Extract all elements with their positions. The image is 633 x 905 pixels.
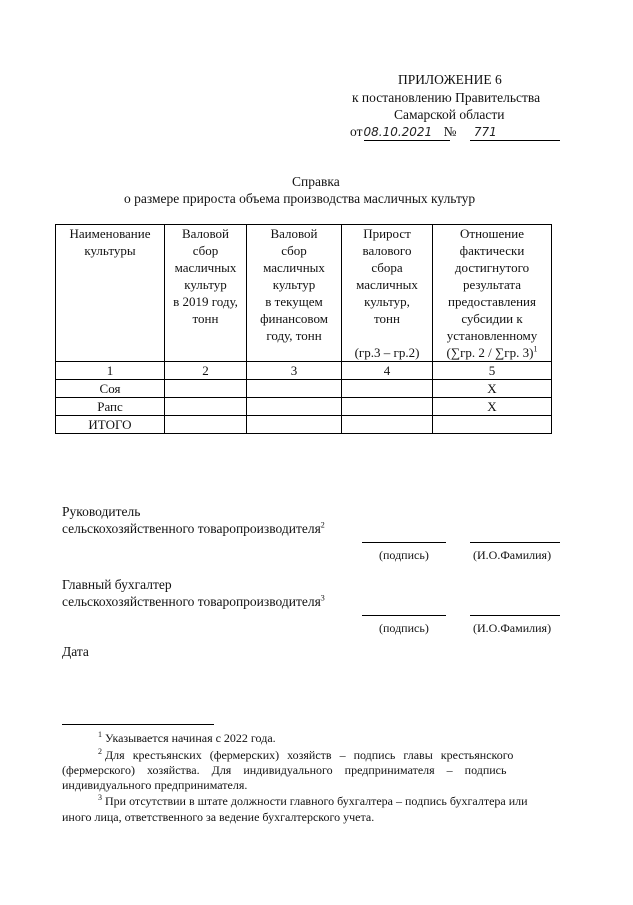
- column-number: 1: [56, 362, 165, 380]
- appendix-date-line: [350, 123, 497, 141]
- header-yield-current: Валовой сбор масличных культур в текущем финансовом году, тонн: [247, 225, 342, 362]
- table-header-row: [56, 225, 552, 362]
- number-underline: [470, 140, 560, 141]
- cell: [342, 380, 433, 398]
- footnote-2-line-1: $^2$ Для крестьянских (фермерских) хозяйств – подпись главы крестьянского: [98, 747, 514, 762]
- accountant-signature-hint: (подпись): [379, 621, 429, 635]
- footnote-3-line-1: $^3$ При отсутствии в штате должности главного бухгалтера – подпись бухгалтера или: [98, 793, 528, 808]
- date-prefix: от: [350, 124, 363, 139]
- column-number-row: [56, 362, 552, 380]
- head-signature-hint: (подпись): [379, 548, 429, 562]
- ratio-formula: (∑гр. 2 / ∑гр. 3)$^1$: [446, 344, 538, 360]
- column-number: 4: [342, 362, 433, 380]
- table-row: [56, 380, 552, 398]
- header-yield-2019: Валовой сбор масличных культур в 2019 году, тонн: [165, 225, 247, 362]
- head-name-hint: (И.О.Фамилия): [473, 548, 552, 562]
- accountant-org-label: сельскохозяйственного товаропроизводителя$^3$: [62, 593, 325, 609]
- header-crop-name: Наименование культуры: [56, 225, 165, 362]
- cell: [165, 380, 247, 398]
- accountant-signature-line: [362, 615, 446, 616]
- accountant-name-hint: (И.О.Фамилия): [473, 621, 552, 635]
- footnote-ref: 2: [320, 520, 325, 530]
- accountant-label: Главный бухгалтер: [62, 577, 172, 592]
- date-label: Дата: [62, 644, 89, 659]
- head-org-label: сельскохозяйственного товаропроизводителя$^2$: [62, 520, 325, 536]
- table-row: [56, 416, 552, 434]
- cell: [433, 416, 552, 434]
- handwritten-date: 08.10.2021: [363, 125, 433, 139]
- cell: [247, 398, 342, 416]
- header-ratio: Отношение фактически достигнутого результата предоставления субсидии к установленному (∑гр. 2 / ∑гр. 3)$^1$: [433, 225, 552, 362]
- cell: [247, 416, 342, 434]
- head-label: Руководитель: [62, 504, 141, 519]
- header-growth: Прирост валового сбора масличных культур, тонн (гр.3 – гр.2): [342, 225, 433, 362]
- cell: X: [433, 398, 552, 416]
- crop-name-cell: ИТОГО: [56, 416, 165, 434]
- column-number: 5: [433, 362, 552, 380]
- footnote-2-line-2: (фермерского) хозяйства. Для индивидуального предпринимателя – подпись: [62, 763, 507, 777]
- data-table: [55, 224, 552, 434]
- doc-subtitle: о размере прироста объема производства масличных культур: [124, 191, 476, 206]
- cell: [247, 380, 342, 398]
- head-name-line: [470, 542, 560, 543]
- cell: X: [433, 380, 552, 398]
- head-signature-line: [362, 542, 446, 543]
- handwritten-number: 771: [473, 125, 497, 139]
- cell: [342, 398, 433, 416]
- appendix-title: ПРИЛОЖЕНИЕ 6: [398, 72, 502, 87]
- date-underline: [364, 140, 450, 141]
- crop-name-cell: Рапс: [56, 398, 165, 416]
- accountant-name-line: [470, 615, 560, 616]
- appendix-region-line: Самарской области: [394, 107, 505, 122]
- number-prefix: №: [443, 124, 457, 139]
- column-number: 3: [247, 362, 342, 380]
- crop-name-cell: Соя: [56, 380, 165, 398]
- cell: [342, 416, 433, 434]
- footnote-separator: [62, 724, 214, 725]
- cell: [165, 398, 247, 416]
- appendix-decree-line: к постановлению Правительства: [352, 90, 541, 105]
- growth-formula: (гр.3 – гр.2): [354, 345, 420, 360]
- footnote-3-line-2: иного лица, ответственного за ведение бухгалтерского учета.: [62, 810, 375, 824]
- column-number: 2: [165, 362, 247, 380]
- table-row: [56, 398, 552, 416]
- footnote-ref: 3: [320, 593, 325, 603]
- footnote-1: $^1$ Указывается начиная с 2022 года.: [98, 730, 276, 745]
- footnote-2-line-3: индивидуального предпринимателя.: [62, 778, 248, 792]
- doc-title: Справка: [292, 174, 340, 189]
- cell: [165, 416, 247, 434]
